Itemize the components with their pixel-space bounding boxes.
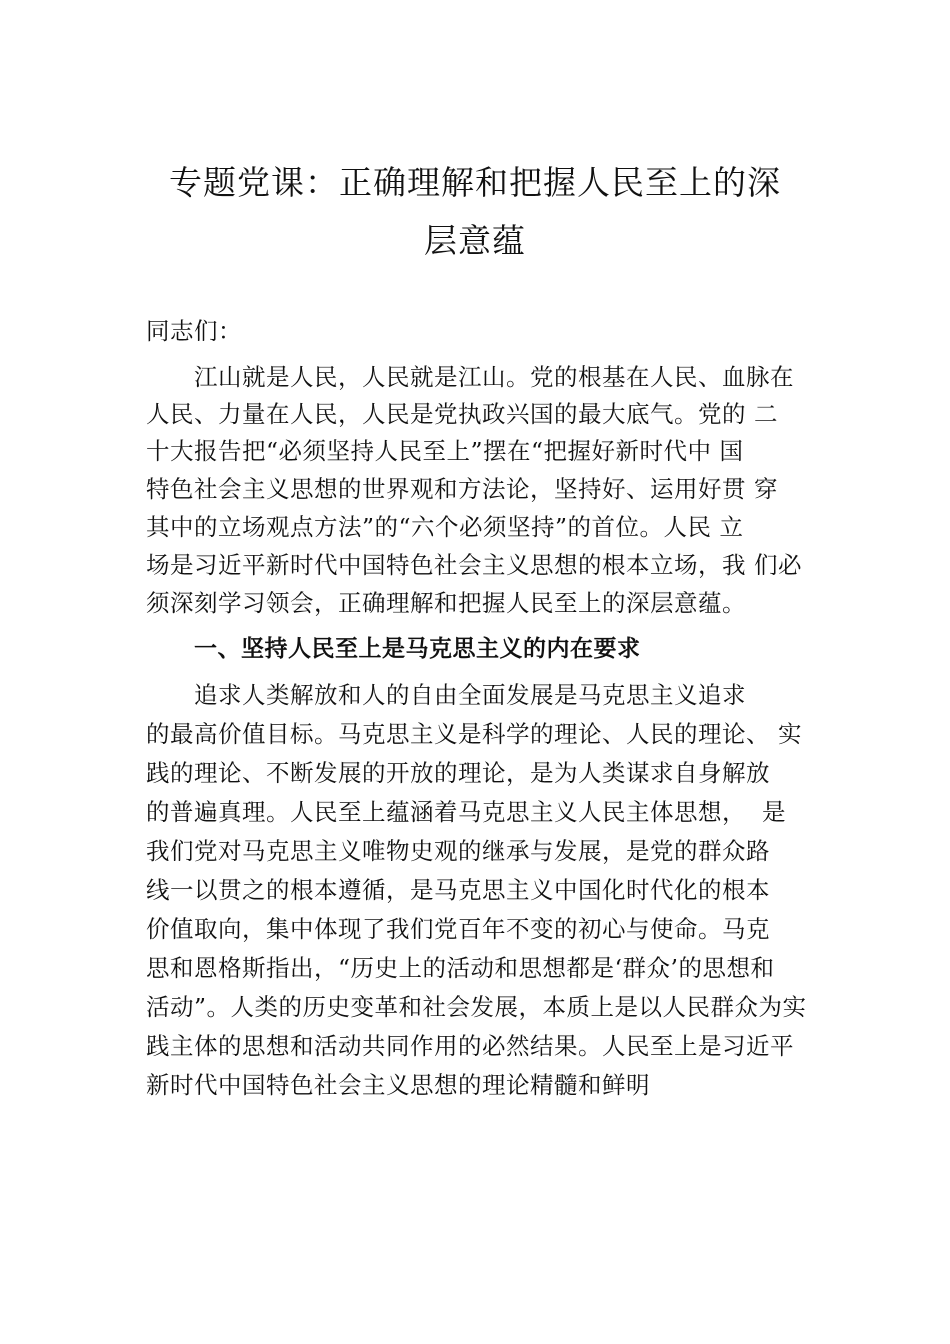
paragraph-1-line: 十大报告把“必须坚持人民至上”摆在“把握好新时代中 国 — [146, 437, 744, 465]
paragraph-2-line: 践主体的思想和活动共同作用的必然结果。人民至上是习近平 — [146, 1032, 794, 1060]
paragraph-1-line: 须深刻学习领会，正确理解和把握人民至上的深层意蕴。 — [146, 589, 746, 617]
paragraph-1-line: 人民、力量在人民，人民是党执政兴国的最大底气。党的 二 — [146, 400, 778, 428]
paragraph-1-line: 江山就是人民，人民就是江山。党的根基在人民、血脉在 — [194, 363, 794, 391]
section-heading: 一、坚持人民至上是马克思主义的内在要求 — [194, 636, 641, 662]
document-title-line-2: 层意蕴 — [424, 221, 526, 260]
paragraph-2-line: 追求人类解放和人的自由全面发展是马克思主义追求 — [194, 681, 746, 709]
paragraph-1-line: 其中的立场观点方法”的“六个必须坚持”的首位。人民 立 — [146, 513, 744, 541]
paragraph-2-line: 践的理论、不断发展的开放的理论，是为人类谋求自身解放 — [146, 759, 770, 787]
paragraph-2-line: 价值取向，集中体现了我们党百年不变的初心与使命。马克 — [146, 915, 770, 943]
paragraph-1-line: 特色社会主义思想的世界观和方法论，坚持好、运用好贯 穿 — [146, 475, 778, 503]
paragraph-2-line: 新时代中国特色社会主义思想的理论精髓和鲜明 — [146, 1071, 650, 1099]
paragraph-1-line: 场是习近平新时代中国特色社会主义思想的根本立场，我 们必 — [146, 551, 802, 579]
paragraph-2-line: 线一以贯之的根本遵循，是马克思主义中国化时代化的根本 — [146, 876, 770, 904]
paragraph-2-line: 的普遍真理。人民至上蕴涵着马克思主义人民主体思想， 是 — [146, 798, 786, 826]
salutation: 同志们： — [146, 317, 242, 345]
paragraph-2-line: 的最高价值目标。马克思主义是科学的理论、人民的理论、 实 — [146, 720, 802, 748]
paragraph-2-line: 思和恩格斯指出，“历史上的活动和思想都是‘群众’的思想和 — [146, 954, 775, 982]
document-title-line-1: 专题党课：正确理解和把握人民至上的深 — [169, 163, 781, 202]
paragraph-2-line: 我们党对马克思主义唯物史观的继承与发展，是党的群众路 — [146, 837, 770, 865]
paragraph-2-line: 活动”。人类的历史变革和社会发展，本质上是以人民群众为实 — [146, 993, 807, 1021]
